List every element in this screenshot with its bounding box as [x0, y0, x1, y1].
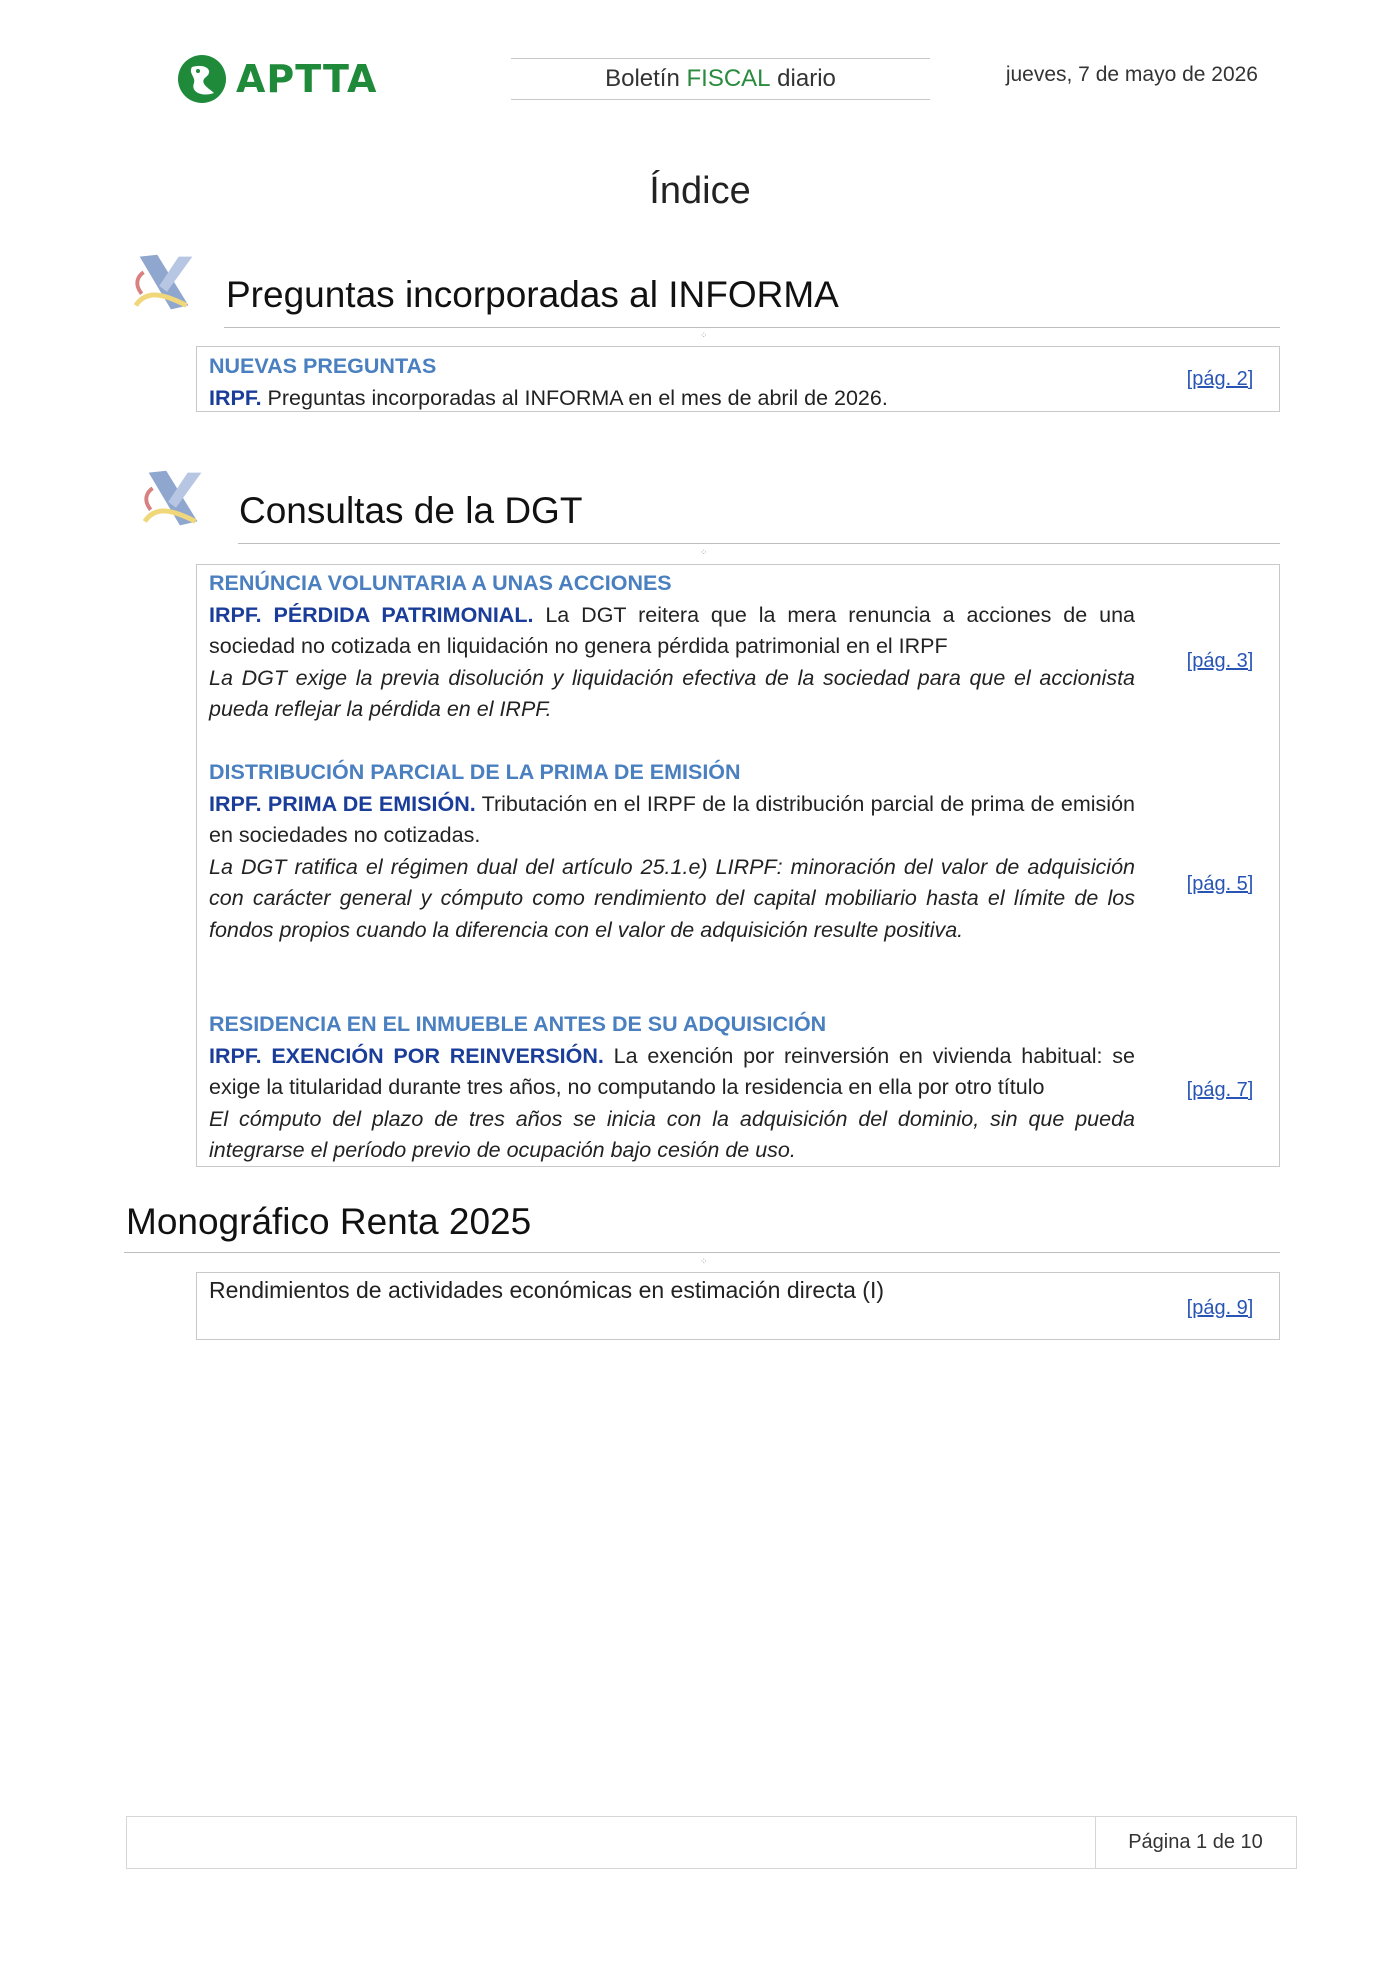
section-title-dgt: Consultas de la DGT: [239, 490, 583, 531]
aptta-logo: [176, 52, 377, 106]
index-box-dgt: [196, 564, 1280, 1167]
entry-lead: IRPF. PÉRDIDA PATRIMONIAL.: [209, 602, 534, 627]
page-link[interactable]: [pág. 3]: [1186, 650, 1254, 672]
entry-text: Preguntas incorporadas al INFORMA en el mes de abril de 2026.: [261, 385, 888, 410]
index-title: Índice: [649, 170, 751, 212]
page-link[interactable]: [pág. 5]: [1186, 873, 1254, 895]
index-entry: [209, 568, 1135, 726]
entry-summary: [209, 789, 1135, 852]
agencia-tributaria-icon: [137, 463, 215, 535]
entry-lead: IRPF.: [209, 385, 262, 410]
section-title-renta: Monográfico Renta 2025: [126, 1201, 532, 1242]
entry-text: Rendimientos de actividades económicas en estimación directa (I): [209, 1277, 884, 1303]
index-box-informa: [196, 346, 1280, 412]
section-rule: [124, 1252, 1280, 1253]
entry-summary: [209, 1041, 1135, 1104]
entry-note: La DGT ratifica el régimen dual del artículo 25.1.e) LIRPF: minoración del valor de adquisición con carácter general y cómputo como rendimiento del capital mobiliario hasta el límite de los fondos propios cuando la diferencia con el valor de adquisición resulte positiva.: [209, 854, 1135, 942]
index-entry: [209, 757, 1135, 946]
index-entry: [209, 1009, 1135, 1167]
anchor-icon: ⁘: [700, 1256, 708, 1266]
index-entry: [209, 1275, 1135, 1307]
entry-category: RESIDENCIA EN EL INMUEBLE ANTES DE SU ADQUISICIÓN: [209, 1012, 827, 1036]
page-link[interactable]: [pág. 2]: [1186, 368, 1254, 390]
entry-note: El cómputo del plazo de tres años se inicia con la adquisición del dominio, sin que pueda integrarse el período previo de ocupación bajo cesión de uso.: [209, 1106, 1135, 1162]
logo-text: APTTA: [236, 57, 378, 101]
anchor-icon: ⁘: [700, 330, 708, 340]
entry-text: La DGT reitera que la mera renuncia a acciones de una sociedad no cotizada en liquidación no genera pérdida patrimonial en el IRPF: [209, 602, 1135, 658]
entry-lead: IRPF. EXENCIÓN POR REINVERSIÓN.: [209, 1043, 604, 1068]
page-link[interactable]: [pág. 9]: [1186, 1297, 1254, 1319]
index-entry: [209, 351, 1135, 414]
index-box-renta: [196, 1272, 1280, 1340]
entry-note: La DGT exige la previa disolución y liquidación efectiva de la sociedad para que el accionista pueda reflejar la pérdida en el IRPF.: [209, 665, 1135, 721]
section-title-informa: Preguntas incorporadas al INFORMA: [226, 274, 839, 315]
page-number: Página 1 de 10: [1128, 1831, 1263, 1853]
page-footer: [126, 1816, 1297, 1869]
bulletin-title: [511, 58, 930, 100]
bulletin-title-post: diario: [770, 65, 836, 92]
bulletin-date: jueves, 7 de mayo de 2026: [1005, 63, 1258, 86]
section-rule: [238, 543, 1280, 544]
anchor-icon: ⁘: [700, 547, 708, 557]
section-rule: [224, 327, 1280, 328]
entry-summary: [209, 383, 1135, 415]
agencia-tributaria-icon: [128, 247, 206, 319]
entry-category: NUEVAS PREGUNTAS: [209, 354, 437, 378]
entry-summary: [209, 600, 1135, 663]
bulletin-title-highlight: FISCAL: [686, 65, 771, 92]
page-link[interactable]: [pág. 7]: [1186, 1079, 1254, 1101]
entry-text: Tributación en el IRPF de la distribución parcial de prima de emisión en sociedades no cotizadas.: [209, 791, 1135, 847]
aptta-logo-icon: [176, 53, 228, 105]
bulletin-title-pre: Boletín: [605, 65, 687, 92]
entry-category: DISTRIBUCIÓN PARCIAL DE LA PRIMA DE EMISIÓN: [209, 760, 741, 784]
entry-text: La exención por reinversión en vivienda habitual: se exige la titularidad durante tres años, no computando la residencia en ella por otro título: [209, 1043, 1136, 1099]
entry-category: RENÚNCIA VOLUNTARIA A UNAS ACCIONES: [209, 571, 672, 595]
entry-lead: IRPF. PRIMA DE EMISIÓN.: [209, 791, 476, 816]
